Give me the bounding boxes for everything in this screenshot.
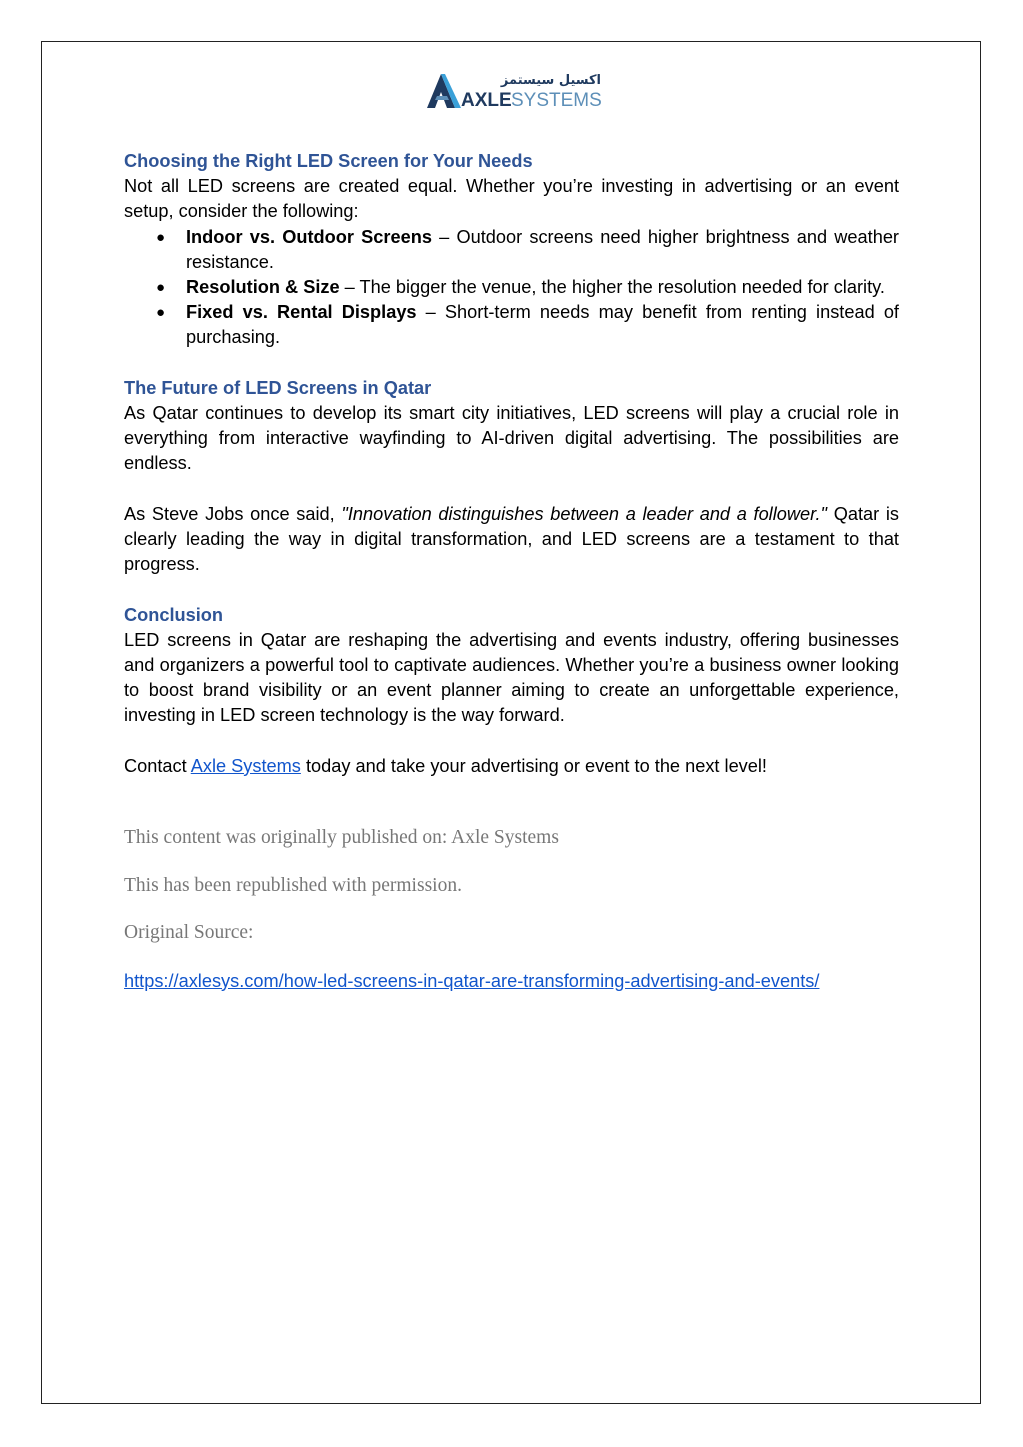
bullet-item: [124, 300, 899, 350]
conclusion-paragraph: LED screens in Qatar are reshaping the advertising and events industry, offering businesses and organizers a powerful tool to captivate audiences. Whether you’re a business owner looking to boost brand visibility or an event planner aiming to create an unforgettable experience, investing in LED screen technology is the way forward.: [124, 629, 899, 726]
bullet-dot-icon: ●: [156, 279, 166, 297]
spacer: [124, 477, 899, 502]
bullet-item: [124, 225, 899, 275]
svg-text:AXLE: AXLE: [461, 90, 512, 111]
published-note: This content was originally published on: Axle Systems: [124, 827, 559, 848]
section-heading-choosing: Choosing the Right LED Screen for Your Needs: [124, 151, 533, 171]
quote-paragraph: [124, 502, 899, 578]
svg-text:SYSTEMS: SYSTEMS: [511, 90, 602, 111]
quote-lead: As Steve Jobs once said,: [124, 503, 342, 524]
bullet-term: Fixed vs. Rental Displays: [186, 302, 417, 323]
spacer: [124, 351, 899, 376]
bullet-text: – Outdoor screens need higher brightness and weather resistance.: [186, 226, 899, 272]
bullet-item: [124, 275, 899, 300]
bullet-term: Resolution & Size: [186, 277, 340, 298]
section-heading-future: The Future of LED Screens in Qatar: [124, 377, 432, 398]
choosing-intro: Not all LED screens are created equal. Whether you’re investing in advertising or an event setup, consider the following:: [124, 176, 899, 222]
bullet-dot-icon: ●: [156, 304, 166, 322]
bullet-text: – The bigger the venue, the higher the resolution needed for clarity.: [339, 277, 885, 298]
section-heading-conclusion: Conclusion: [124, 604, 224, 625]
contact-paragraph: [124, 754, 899, 779]
article-content: [124, 149, 899, 779]
axle-systems-logo-graphic: [425, 70, 605, 112]
steve-jobs-quote: "Innovation distinguishes between a leader and a follower.": [341, 503, 828, 524]
contact-lead: Contact: [124, 755, 191, 776]
choosing-bullet-list: [124, 225, 899, 351]
bullet-text: – Short-term needs may benefit from renting instead of purchasing.: [186, 302, 899, 348]
quote-tail: Qatar is clearly leading the way in digital transformation, and LED screens are a testament to that progress.: [124, 503, 899, 575]
republished-note: This has been republished with permission.: [124, 874, 462, 896]
spacer: [124, 729, 899, 754]
bullet-dot-icon: ●: [156, 228, 166, 246]
source-label: Original Source:: [124, 922, 254, 943]
axle-systems-link[interactable]: Axle Systems: [190, 755, 301, 776]
svg-text:اكسيل سيستمز: اكسيل سيستمز: [500, 73, 601, 88]
contact-tail: today and take your advertising or event to the next level!: [300, 755, 767, 776]
original-source-link[interactable]: https://axlesys.com/how-led-screens-in-qatar-are-transforming-advertising-and-events/: [124, 970, 820, 991]
republish-footer: [124, 826, 924, 993]
axle-systems-logo: [425, 70, 605, 112]
spacer: [124, 577, 899, 602]
future-paragraph: As Qatar continues to develop its smart city initiatives, LED screens will play a crucial role in everything from interactive wayfinding to AI-driven digital advertising. The possibilities are endless.: [124, 403, 899, 474]
bullet-term: Indoor vs. Outdoor Screens: [186, 226, 432, 247]
